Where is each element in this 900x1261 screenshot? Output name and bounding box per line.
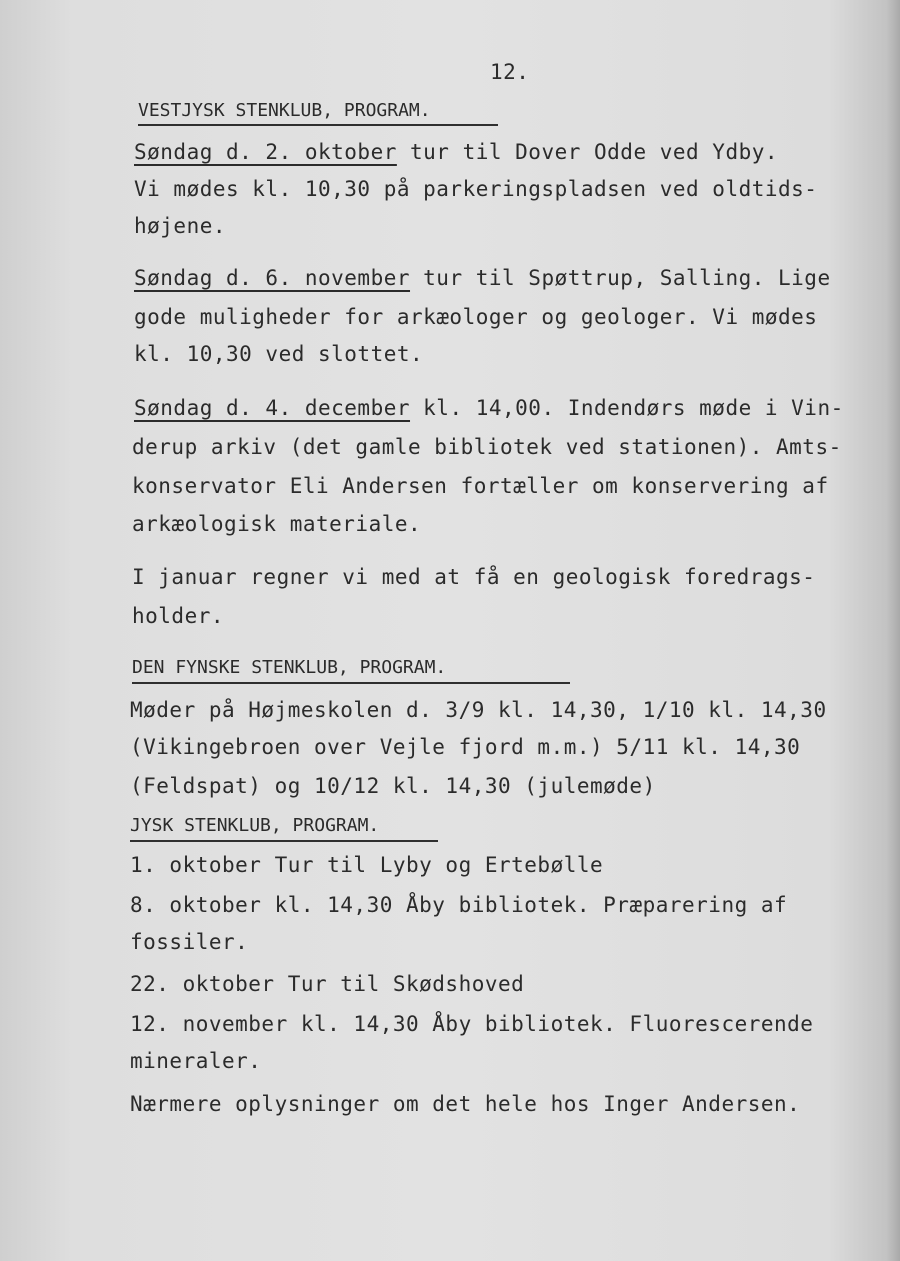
vestjysk-item-1-date: Søndag d. 2. oktober <box>134 140 397 164</box>
vestjysk-item-3-date: Søndag d. 4. december <box>134 396 411 420</box>
jysk-heading: JYSK STENKLUB, PROGRAM. <box>130 815 380 836</box>
vestjysk-item-1-line-2: Vi mødes kl. 10,30 på parkeringspladsen ved oldtids- <box>134 177 818 201</box>
page-number: 12. <box>490 60 530 84</box>
jysk-line-3: fossiler. <box>130 930 249 954</box>
jysk-line-7: Nærmere oplysninger om det hele hos Inger Andersen. <box>130 1092 801 1116</box>
vestjysk-item-2-date: Søndag d. 6. november <box>134 266 411 290</box>
fynske-line-2: (Vikingebroen over Vejle fjord m.m.) 5/11 kl. 14,30 <box>130 735 801 759</box>
vestjysk-item-3-line-1: Søndag d. 4. december kl. 14,00. Indendørs møde i Vin- <box>134 396 844 420</box>
jysk-line-2: 8. oktober kl. 14,30 Åby bibliotek. Præparering af <box>130 893 788 917</box>
fynske-heading: DEN FYNSKE STENKLUB, PROGRAM. <box>132 657 447 678</box>
jysk-line-6: mineraler. <box>130 1049 262 1073</box>
jysk-line-1: 1. oktober Tur til Lyby og Ertebølle <box>130 853 604 877</box>
page-edge-shadow <box>886 0 900 1261</box>
vestjysk-item-2-line-2: gode muligheder for arkæologer og geologer. Vi mødes <box>134 305 818 329</box>
vestjysk-item-4-line-1: I januar regner vi med at få en geologisk foredrags- <box>132 565 816 589</box>
jysk-line-4: 22. oktober Tur til Skødshoved <box>130 972 525 996</box>
vestjysk-item-3-line-4: arkæologisk materiale. <box>132 512 422 536</box>
vestjysk-item-1-line-1: Søndag d. 2. oktober tur til Dover Odde ved Ydby. <box>134 140 779 164</box>
vestjysk-item-2-line-3: kl. 10,30 ved slottet. <box>134 342 424 366</box>
vestjysk-item-1-line-3: højene. <box>134 214 227 238</box>
vestjysk-item-3-line-3: konservator Eli Andersen fortæller om konservering af <box>132 474 829 498</box>
vestjysk-heading-rule <box>138 124 498 126</box>
jysk-heading-rule <box>130 840 438 842</box>
vestjysk-item-3-line-2: derup arkiv (det gamle bibliotek ved stationen). Amts- <box>132 435 842 459</box>
vestjysk-item-2-line-1: Søndag d. 6. november tur til Spøttrup, Salling. Lige <box>134 266 831 290</box>
vestjysk-heading: VESTJYSK STENKLUB, PROGRAM. <box>138 100 431 121</box>
vestjysk-item-4-line-2: holder. <box>132 604 225 628</box>
fynske-line-3: (Feldspat) og 10/12 kl. 14,30 (julemøde) <box>130 774 656 798</box>
fynske-heading-rule <box>132 682 570 684</box>
jysk-line-5: 12. november kl. 14,30 Åby bibliotek. Fluorescerende <box>130 1012 814 1036</box>
fynske-line-1: Møder på Højmeskolen d. 3/9 kl. 14,30, 1/10 kl. 14,30 <box>130 698 827 722</box>
